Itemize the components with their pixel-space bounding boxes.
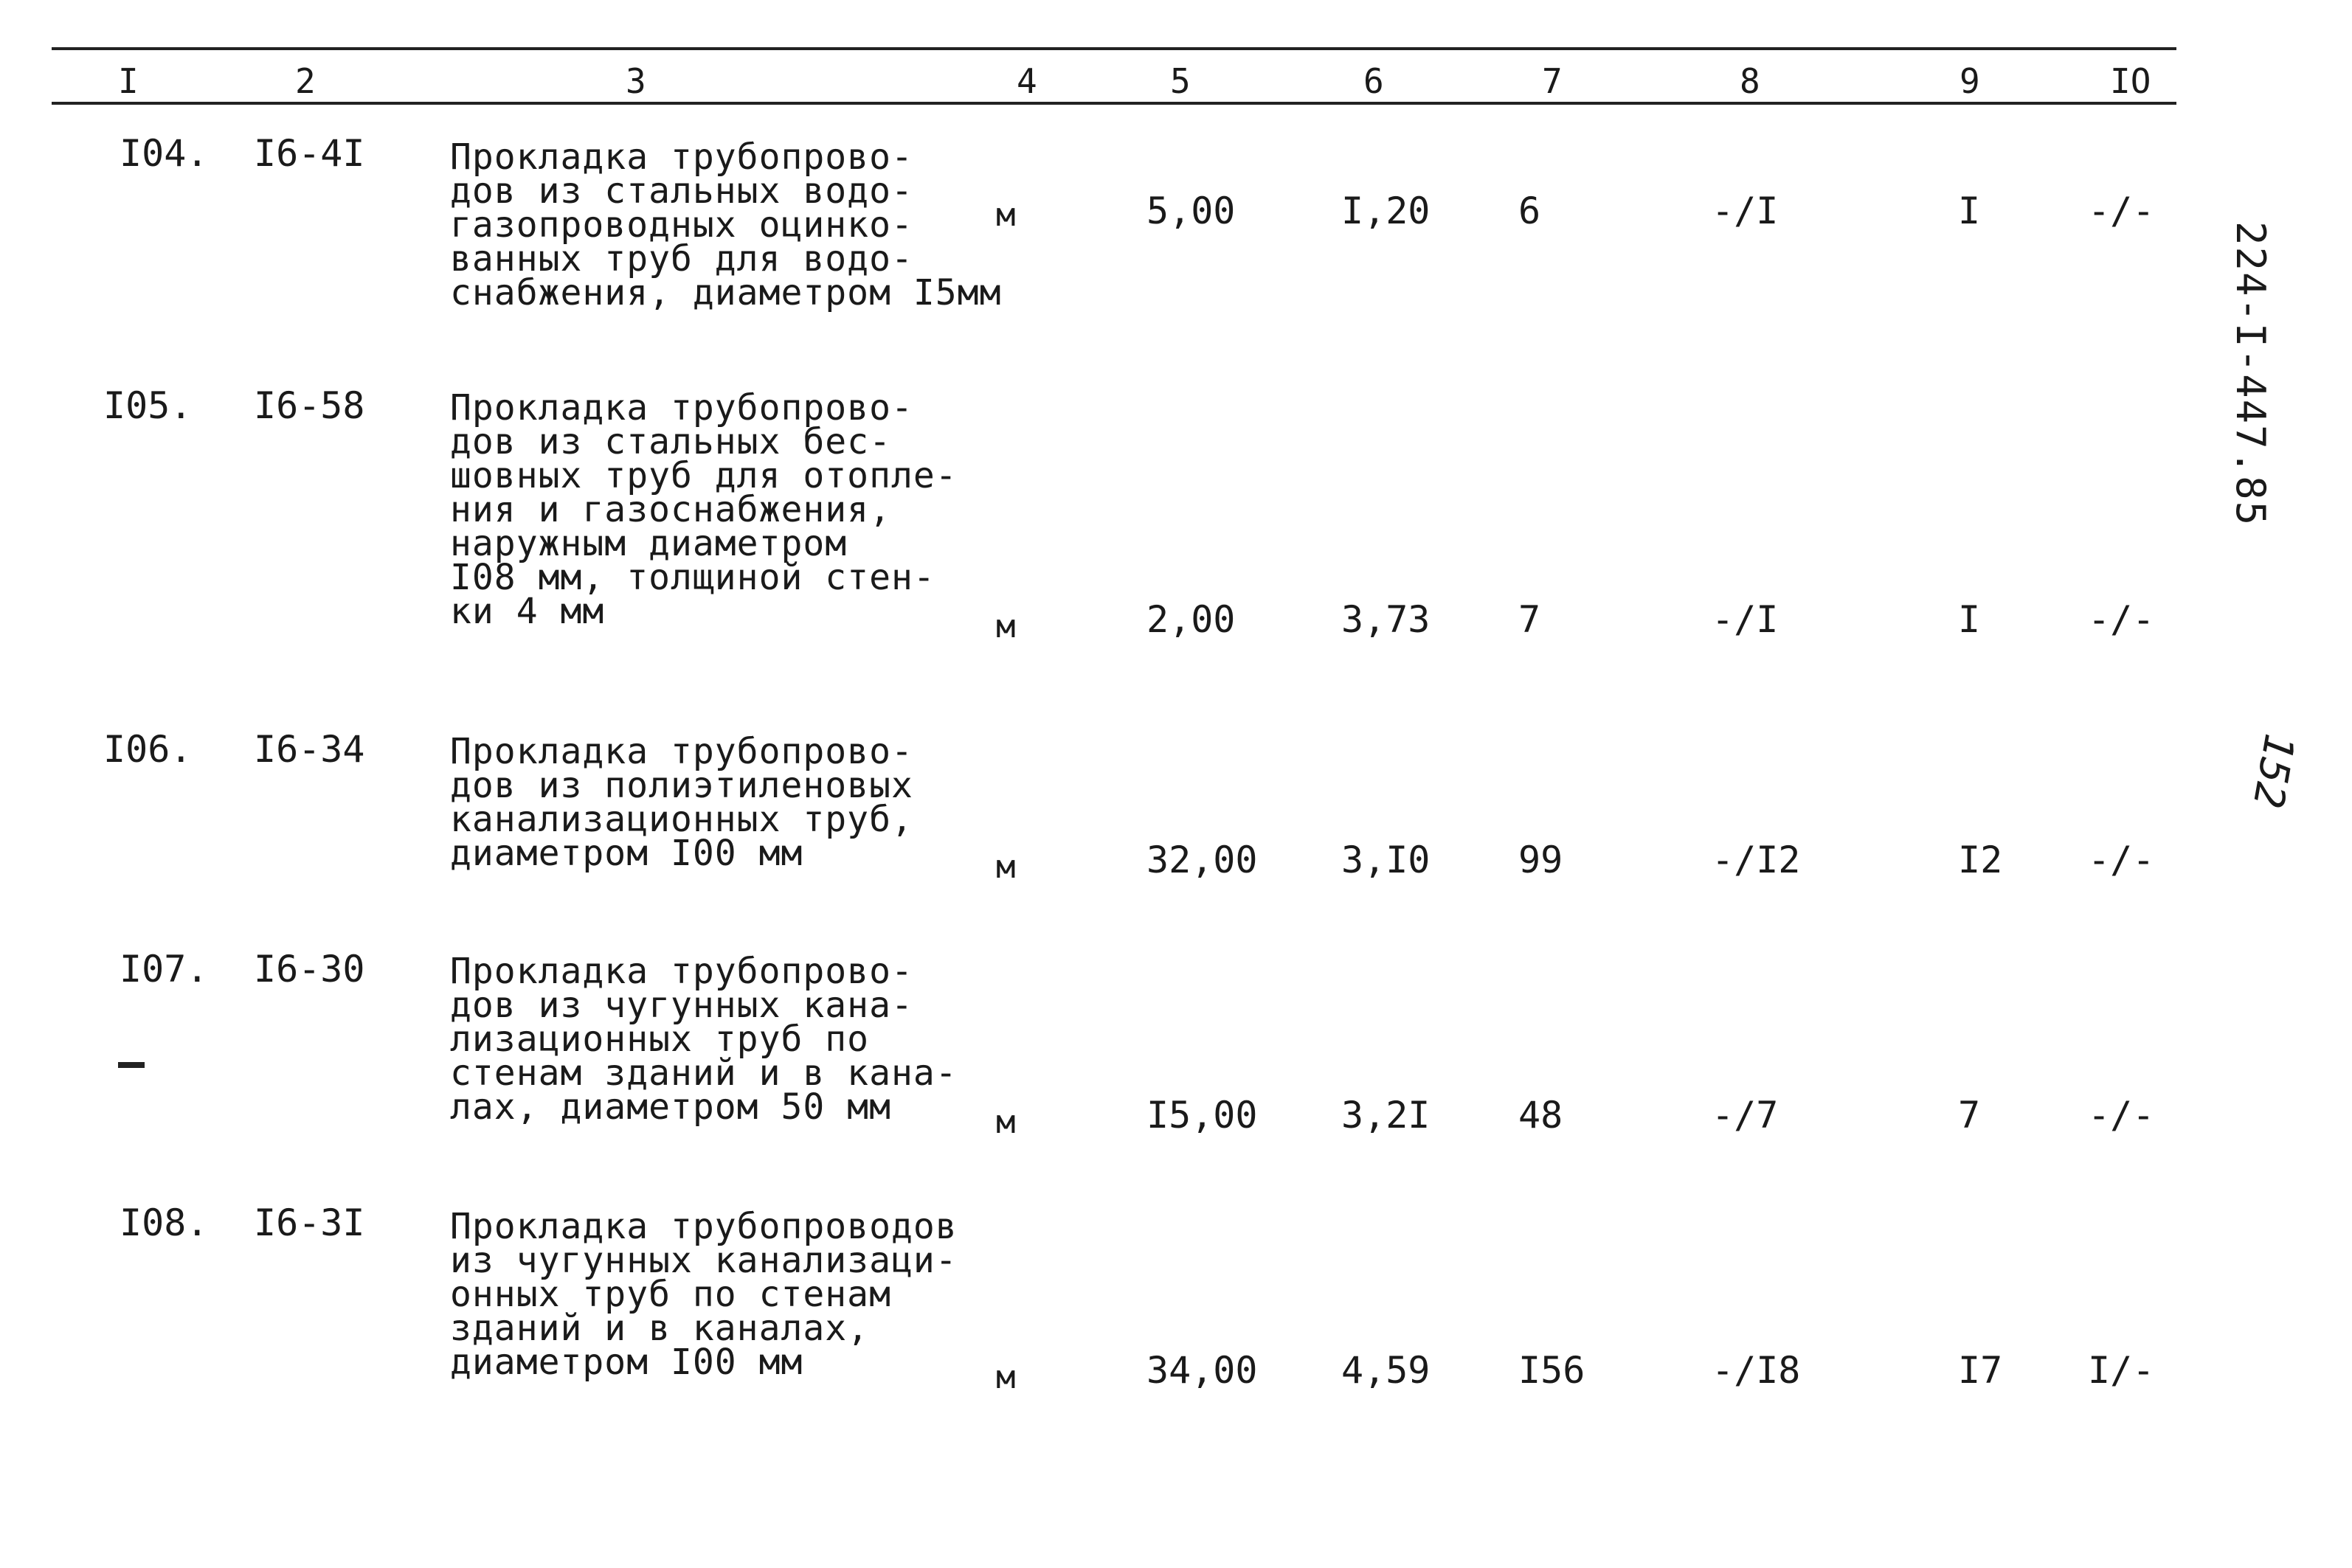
- unit-price: I,20: [1341, 190, 1431, 232]
- row-number: I08.: [120, 1201, 209, 1244]
- total-cost: 48: [1518, 1094, 1563, 1137]
- quantity: I5,00: [1146, 1094, 1258, 1137]
- row-number: I06.: [103, 728, 193, 771]
- column-header-9: 9: [1960, 61, 1980, 101]
- total-cost: 99: [1518, 839, 1563, 881]
- unit-of-measure: м: [996, 608, 1016, 645]
- total-cost: I56: [1518, 1349, 1585, 1392]
- column-header-4: 4: [1017, 61, 1037, 101]
- column-8-value: -/7: [1712, 1094, 1779, 1137]
- column-9-value: I: [1958, 190, 1981, 232]
- column-10-value: -/-: [2088, 598, 2155, 641]
- column-10-value: I/-: [2088, 1349, 2155, 1392]
- quantity: 5,00: [1146, 190, 1236, 232]
- unit-of-measure: м: [996, 1359, 1016, 1396]
- column-10-value: -/-: [2088, 839, 2155, 881]
- unit-price: 3,I0: [1341, 839, 1431, 881]
- column-8-value: -/I: [1712, 190, 1779, 232]
- unit-of-measure: м: [996, 1103, 1016, 1141]
- column-9-value: I2: [1958, 839, 2003, 881]
- column-8-value: -/I8: [1712, 1349, 1801, 1392]
- unit-of-measure: м: [996, 848, 1016, 886]
- norm-code: I6-58: [254, 384, 365, 427]
- unit-price: 4,59: [1341, 1349, 1431, 1392]
- work-description: Прокладка трубопрово- дов из чугунных кана- лизационных труб по стенам зданий и в кана- лах, диаметром 50 мм: [450, 951, 958, 1128]
- page-number: 152: [2243, 729, 2304, 812]
- margin-dash-mark: [118, 1062, 145, 1068]
- column-8-value: -/I2: [1712, 839, 1801, 881]
- document-code: 224-I-447.85: [2227, 221, 2274, 527]
- column-header-10: IO: [2110, 61, 2151, 101]
- total-cost: 6: [1518, 190, 1541, 232]
- quantity: 2,00: [1146, 598, 1236, 641]
- column-10-value: -/-: [2088, 190, 2155, 232]
- quantity: 34,00: [1146, 1349, 1258, 1392]
- column-header-2: 2: [295, 61, 316, 101]
- row-number: I05.: [103, 384, 193, 427]
- column-9-value: I7: [1958, 1349, 2003, 1392]
- column-8-value: -/I: [1712, 598, 1779, 641]
- header-top-rule: [52, 47, 2176, 50]
- work-description: Прокладка трубопроводов из чугунных канализаци- онных труб по стенам зданий и в каналах, диаметром I00 мм: [450, 1206, 958, 1383]
- column-header-5: 5: [1170, 61, 1191, 101]
- column-header-3: 3: [626, 61, 646, 101]
- quantity: 32,00: [1146, 839, 1258, 881]
- total-cost: 7: [1518, 598, 1541, 641]
- column-header-1: I: [118, 61, 139, 101]
- column-10-value: -/-: [2088, 1094, 2155, 1137]
- column-header-7: 7: [1542, 61, 1563, 101]
- norm-code: I6-3I: [254, 1201, 365, 1244]
- column-header-8: 8: [1740, 61, 1760, 101]
- work-description: Прокладка трубопрово- дов из полиэтиленовых канализационных труб, диаметром I00 мм: [450, 731, 913, 874]
- work-description: Прокладка трубопрово- дов из стальных водо- газопроводных оцинко- ванных труб для водо- снабжения, диаметром I5мм: [450, 136, 1002, 313]
- norm-code: I6-4I: [254, 132, 365, 175]
- norm-code: I6-34: [254, 728, 365, 771]
- column-9-value: 7: [1958, 1094, 1981, 1137]
- header-bottom-rule: [52, 102, 2176, 105]
- unit-price: 3,2I: [1341, 1094, 1431, 1137]
- column-header-6: 6: [1363, 61, 1384, 101]
- row-number: I04.: [120, 132, 209, 175]
- row-number: I07.: [120, 948, 209, 991]
- unit-price: 3,73: [1341, 598, 1431, 641]
- column-9-value: I: [1958, 598, 1981, 641]
- unit-of-measure: м: [996, 196, 1016, 234]
- work-description: Прокладка трубопрово- дов из стальных бес- шовных труб для отопле- ния и газоснабжения, наружным диаметром I08 мм, толщиной стен- ки 4 мм: [450, 387, 958, 632]
- norm-code: I6-30: [254, 948, 365, 991]
